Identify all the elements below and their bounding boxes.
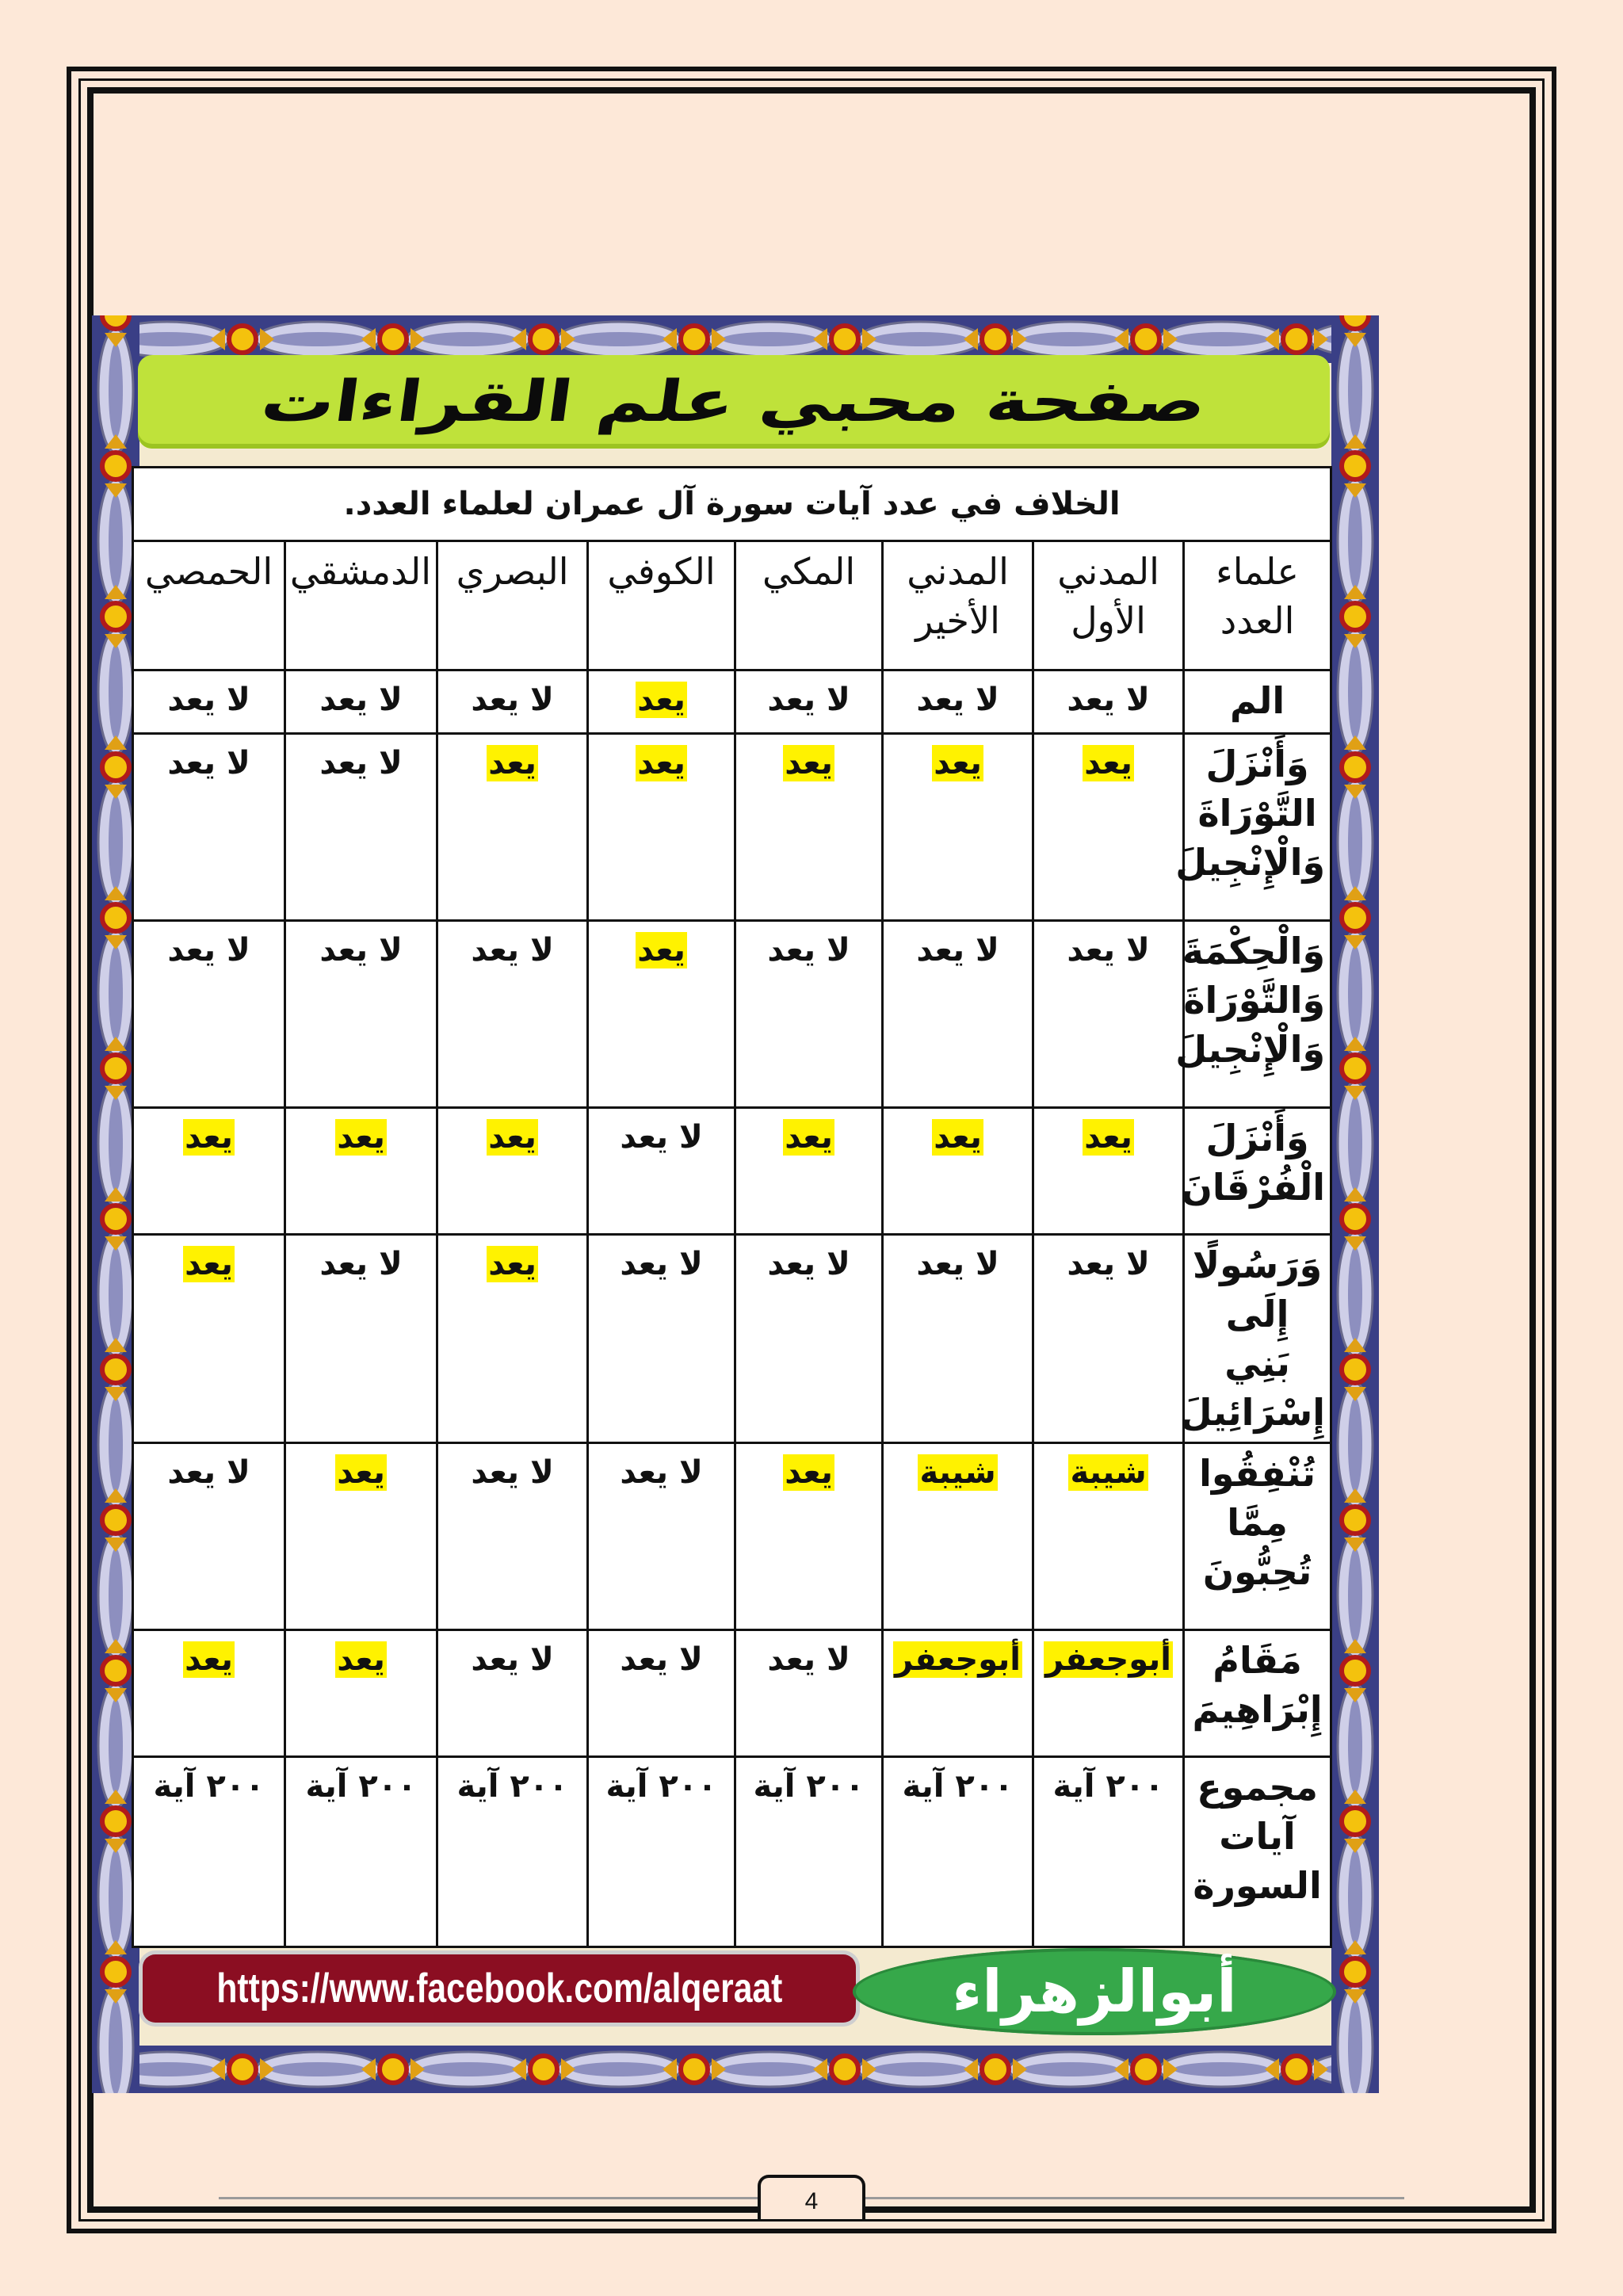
- cell-value: يعد: [337, 1641, 385, 1678]
- column-header: الحمصي: [133, 541, 285, 670]
- table-cell: [1033, 1630, 1184, 1757]
- cell-value: لا يعد: [1067, 1246, 1150, 1282]
- banner-title: صفحة محبي علم القراءات: [257, 368, 1211, 435]
- table-cell: [883, 1235, 1033, 1443]
- column-header: المدني الأول: [1033, 541, 1184, 670]
- table-cell: [735, 1235, 883, 1443]
- page-number: 4: [758, 2175, 865, 2219]
- cell-value: يعد: [337, 1119, 385, 1156]
- cell-value: شيبة: [1070, 1454, 1147, 1491]
- cell-value: يعد: [185, 1641, 233, 1678]
- cell-value: لا يعد: [620, 1246, 703, 1282]
- column-header: المدني الأخير: [883, 541, 1033, 670]
- table-cell: [735, 1108, 883, 1235]
- cell-value: شيبة: [919, 1454, 996, 1491]
- cell-value: ٢٠٠ آية: [902, 1768, 1014, 1805]
- table-cell: [1033, 1443, 1184, 1630]
- table-cell: [735, 1443, 883, 1630]
- table-cell: [285, 734, 437, 921]
- cell-value: يعد: [785, 745, 833, 781]
- header-row: [133, 541, 1331, 670]
- table-cell: [133, 734, 285, 921]
- table-cell: [133, 1443, 285, 1630]
- table-cell: [883, 921, 1033, 1108]
- table-row: [133, 670, 1331, 734]
- table-cell: [437, 1630, 588, 1757]
- row-label: وَرَسُولًا إِلَى بَنِي إِسْرَائِيلَ: [1184, 1235, 1331, 1443]
- cell-value: لا يعد: [620, 1454, 703, 1491]
- row-label: مجموع آيات السورة: [1184, 1757, 1331, 1947]
- table-cell: [588, 1235, 735, 1443]
- cell-value: ٢٠٠ آية: [456, 1768, 568, 1805]
- cell-value: ٢٠٠ آية: [753, 1768, 865, 1805]
- table-cell: [735, 1757, 883, 1947]
- table-cell: [437, 1235, 588, 1443]
- cell-value: يعد: [185, 1246, 233, 1282]
- table-cell: [588, 1757, 735, 1947]
- cell-value: يعد: [637, 745, 685, 781]
- cell-value: لا يعد: [471, 682, 554, 718]
- row-label: الم: [1184, 670, 1331, 734]
- ornament-border-right: [1331, 315, 1379, 2093]
- column-header: المكي: [735, 541, 883, 670]
- ornament-border-bottom: [92, 2046, 1379, 2093]
- cell-value: ٢٠٠ آية: [1052, 1768, 1164, 1805]
- verse-count-table: [132, 466, 1332, 1948]
- table-cell: [437, 921, 588, 1108]
- cell-value: أبوجعفر: [1045, 1641, 1171, 1678]
- cell-value: يعد: [934, 1119, 982, 1156]
- table-cell: [1033, 734, 1184, 921]
- cell-value: لا يعد: [471, 932, 554, 968]
- cell-value: لا يعد: [319, 1246, 403, 1282]
- table-cell: [1033, 1757, 1184, 1947]
- table-cell: [285, 1443, 437, 1630]
- cell-value: أبوجعفر: [895, 1641, 1021, 1678]
- cell-value: لا يعد: [1067, 682, 1150, 718]
- table-row: [133, 921, 1331, 1108]
- table-cell: [133, 1757, 285, 1947]
- cell-value: يعد: [785, 1454, 833, 1491]
- cell-value: ٢٠٠ آية: [305, 1768, 417, 1805]
- table-cell: [883, 1443, 1033, 1630]
- cell-value: لا يعد: [319, 932, 403, 968]
- cell-value: يعد: [337, 1454, 385, 1491]
- table-cell: [285, 921, 437, 1108]
- cell-value: يعد: [1084, 745, 1132, 781]
- table-container: [132, 466, 1330, 1948]
- table-cell: [588, 734, 735, 921]
- cell-value: ٢٠٠ آية: [605, 1768, 717, 1805]
- table-cell: [133, 921, 285, 1108]
- cell-value: يعد: [488, 1246, 537, 1282]
- table-cell: [285, 1630, 437, 1757]
- cell-value: يعد: [934, 745, 982, 781]
- cell-value: لا يعد: [167, 745, 250, 781]
- row-label: مَقَامُ إِبْرَاهِيمَ: [1184, 1630, 1331, 1757]
- cell-value: يعد: [185, 1119, 233, 1156]
- row-label: وَالْحِكْمَةَ وَالتَّوْرَاةَ وَالْإِنْجِيلَ: [1184, 921, 1331, 1108]
- cell-value: ٢٠٠ آية: [153, 1768, 265, 1805]
- table-cell: [437, 1443, 588, 1630]
- cell-value: لا يعد: [167, 682, 250, 718]
- table-cell: [437, 1108, 588, 1235]
- cell-value: لا يعد: [916, 1246, 999, 1282]
- facebook-url[interactable]: https://www.facebook.com/alqeraat: [216, 1966, 782, 2011]
- table-cell: [437, 1757, 588, 1947]
- cell-value: لا يعد: [767, 682, 850, 718]
- table-cell: [133, 1630, 285, 1757]
- cell-value: لا يعد: [167, 932, 250, 968]
- cell-value: لا يعد: [916, 932, 999, 968]
- table-cell: [437, 670, 588, 734]
- decorated-panel: [92, 315, 1379, 2093]
- cell-value: يعد: [488, 1119, 537, 1156]
- cell-value: لا يعد: [471, 1641, 554, 1678]
- table-cell: [735, 1630, 883, 1757]
- table-cell: [883, 1757, 1033, 1947]
- table-cell: [437, 734, 588, 921]
- cell-value: لا يعد: [1067, 932, 1150, 968]
- cell-value: يعد: [637, 682, 685, 718]
- table-cell: [133, 1235, 285, 1443]
- table-cell: [285, 670, 437, 734]
- cell-value: لا يعد: [319, 682, 403, 718]
- row-label: وَأَنْزَلَ التَّوْرَاةَ وَالْإِنْجِيلَ: [1184, 734, 1331, 921]
- table-cell: [133, 1108, 285, 1235]
- cell-value: لا يعد: [167, 1454, 250, 1491]
- table-row: [133, 1108, 1331, 1235]
- footer-rule-left: [219, 2197, 758, 2199]
- cell-value: لا يعد: [620, 1119, 703, 1156]
- cell-value: لا يعد: [767, 1246, 850, 1282]
- cell-value: لا يعد: [471, 1454, 554, 1491]
- cell-value: لا يعد: [767, 932, 850, 968]
- table-caption: الخلاف في عدد آيات سورة آل عمران لعلماء العدد.: [133, 468, 1331, 541]
- cell-value: يعد: [488, 745, 537, 781]
- table-row: [133, 1443, 1331, 1630]
- column-header: علماء العدد: [1184, 541, 1331, 670]
- cell-value: يعد: [1084, 1119, 1132, 1156]
- table-cell: [588, 670, 735, 734]
- table-cell: [285, 1108, 437, 1235]
- title-banner: [138, 355, 1330, 449]
- table-row: [133, 1235, 1331, 1443]
- table-cell: [883, 734, 1033, 921]
- table-row: [133, 1630, 1331, 1757]
- cell-value: يعد: [637, 932, 685, 968]
- footer-rule-right: [865, 2197, 1404, 2199]
- column-header: الكوفي: [588, 541, 735, 670]
- table-cell: [735, 921, 883, 1108]
- cell-value: لا يعد: [767, 1641, 850, 1678]
- table-cell: [588, 1443, 735, 1630]
- table-cell: [133, 670, 285, 734]
- column-header: الدمشقي: [285, 541, 437, 670]
- column-header: البصري: [437, 541, 588, 670]
- table-cell: [285, 1757, 437, 1947]
- cell-value: يعد: [785, 1119, 833, 1156]
- cell-value: لا يعد: [319, 745, 403, 781]
- table-row: [133, 734, 1331, 921]
- author-name-badge: أبوالزهراء: [853, 1948, 1336, 2035]
- table-cell: [735, 670, 883, 734]
- table-cell: [1033, 670, 1184, 734]
- table-cell: [588, 921, 735, 1108]
- facebook-url-box[interactable]: [143, 1954, 856, 2023]
- cell-value: لا يعد: [620, 1641, 703, 1678]
- table-cell: [883, 670, 1033, 734]
- table-cell: [1033, 1108, 1184, 1235]
- table-cell: [735, 734, 883, 921]
- table-cell: [285, 1235, 437, 1443]
- table-cell: [1033, 921, 1184, 1108]
- table-row: [133, 1757, 1331, 1947]
- table-cell: [883, 1630, 1033, 1757]
- table-cell: [883, 1108, 1033, 1235]
- table-cell: [588, 1630, 735, 1757]
- row-label: وَأَنْزَلَ الْفُرْقَانَ: [1184, 1108, 1331, 1235]
- table-cell: [1033, 1235, 1184, 1443]
- cell-value: لا يعد: [916, 682, 999, 718]
- row-label: تُنْفِقُوا مِمَّا تُحِبُّونَ: [1184, 1443, 1331, 1630]
- table-cell: [588, 1108, 735, 1235]
